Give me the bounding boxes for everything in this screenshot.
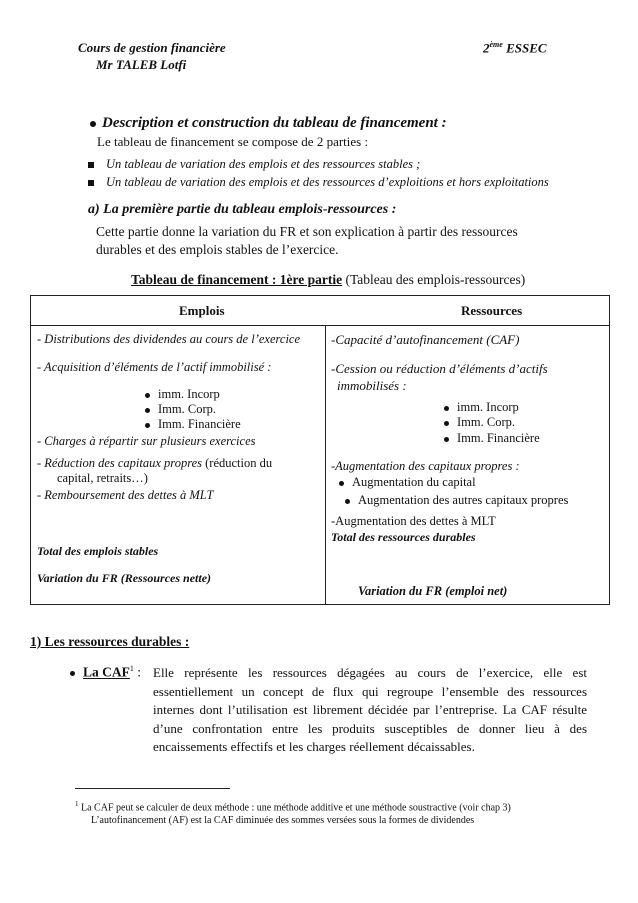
caf-label: [70, 664, 141, 681]
bullet-icon: [444, 421, 449, 426]
course-title: Cours de gestion financière: [78, 40, 226, 55]
caf-definition-line: d’une confrontation entre les produits susceptibles de donner lieu à des: [153, 720, 587, 736]
caf-definition-line: encaissements effectifs et les charges réellement décaissables.: [153, 739, 475, 754]
level-school: ESSEC: [502, 40, 547, 56]
ressources-immobilisation-item: [444, 415, 515, 430]
footnote-text: La CAF peut se calculer de deux méthode : une méthode additive et une méthode soustractive (voir chap 3): [78, 802, 511, 814]
emplois-remboursement: - Remboursement des dettes à MLT: [37, 488, 214, 502]
ressources-augmentation-item: [339, 475, 476, 490]
column-header-ressources: Ressources: [461, 303, 523, 318]
caf-definition-line: Elle représente les ressources dégagées au cours de l’exercice, elle est: [153, 665, 587, 680]
ressources-cession-line2: immobilisés :: [337, 378, 407, 393]
emplois-reduction-note-line2: capital, retraits…): [57, 471, 148, 485]
bullet-icon: [145, 423, 150, 428]
column-header-emplois: Emplois: [179, 303, 225, 318]
caf-definition-line: essentiellement un concept de flux qui regroupe l’ensemble des ressources: [153, 683, 587, 699]
table-header-divider: [31, 325, 609, 326]
part-item: [88, 157, 420, 172]
bullet-icon: [70, 671, 75, 676]
bullet-icon: [339, 481, 344, 486]
emplois-item-label: Imm. Financière: [158, 417, 241, 431]
emplois-reduction-note: (réduction du: [202, 456, 273, 470]
emplois-item-label: imm. Incorp: [158, 387, 220, 401]
ressources-total: Total des ressources durables: [331, 530, 476, 544]
bullet-icon: [345, 499, 350, 504]
ressources-augmentation-item: [345, 493, 568, 508]
part-item: [88, 175, 549, 190]
emplois-immobilisation-item: [145, 402, 216, 417]
emplois-immobilisation-item: [145, 417, 241, 432]
subsection-paragraph-line: Cette partie donne la variation du FR et son explication à partir des ressources: [96, 224, 518, 239]
ressources-item-label: Imm. Financière: [457, 431, 540, 445]
section-intro: Le tableau de financement se compose de 2 parties :: [97, 134, 369, 149]
bullet-icon: [444, 406, 449, 411]
bullet-icon: [444, 437, 449, 442]
emplois-variation: Variation du FR (Ressources nette): [37, 571, 212, 585]
ressources-augmentation-cp: -Augmentation des capitaux propres :: [331, 459, 520, 473]
caf-footnote-ref: 1: [129, 664, 134, 673]
ressources-aug-label: Augmentation du capital: [352, 475, 476, 489]
table-caption-title: Tableau de financement : 1ère partie: [131, 272, 343, 287]
emplois-total: Total des emplois stables: [37, 544, 159, 558]
footnote-line: L’autofinancement (AF) est la CAF diminuée des sommes versées sous la formes de dividendes: [91, 815, 475, 826]
bullet-icon: [90, 121, 96, 127]
section1-heading: 1) Les ressources durables :: [30, 634, 190, 649]
section-heading: [90, 115, 447, 132]
table-column-divider: [325, 325, 326, 604]
caf-term: La CAF: [83, 664, 130, 680]
bullet-icon: [145, 393, 150, 398]
part-item-text: Un tableau de variation des emplois et des ressources d’exploitions et hors exploitations: [106, 175, 549, 189]
ressources-caf: -Capacité d’autofinancement (CAF): [331, 332, 520, 347]
ressources-immobilisation-item: [444, 431, 540, 446]
emplois-item-label: Imm. Corp.: [158, 402, 216, 416]
subsection-paragraph-line: durables et des emplois stables de l’exercice.: [96, 242, 339, 257]
ressources-variation: Variation du FR (emploi net): [358, 584, 508, 598]
square-bullet-icon: [88, 162, 94, 168]
level-number: 2: [483, 40, 490, 56]
emplois-immobilisation-item: [145, 387, 220, 402]
financing-table: [30, 295, 610, 605]
subsection-heading: a) La première partie du tableau emplois-ressources :: [88, 202, 397, 217]
square-bullet-icon: [88, 180, 94, 186]
ressources-immobilisation-item: [444, 400, 519, 415]
table-caption: [131, 272, 525, 288]
ressources-augmentation-dettes: -Augmentation des dettes à MLT: [331, 514, 496, 528]
emplois-reduction: [37, 456, 272, 471]
emplois-acquisition: - Acquisition d’éléments de l’actif immobilisé :: [37, 360, 272, 374]
part-item-text: Un tableau de variation des emplois et des ressources stables ;: [106, 157, 421, 171]
level-superscript: ème: [489, 40, 503, 49]
footnote-separator: [75, 788, 230, 789]
ressources-aug-label: Augmentation des autres capitaux propres: [358, 493, 569, 507]
footnote-mark: 1: [75, 800, 79, 808]
teacher-name: Mr TALEB Lotfi: [96, 57, 187, 72]
caf-colon: :: [133, 664, 142, 680]
table-caption-subtitle: (Tableau des emplois-ressources): [342, 272, 526, 287]
footnote-line: [75, 800, 511, 813]
bullet-icon: [145, 408, 150, 413]
caf-definition-line: internes dont l’utilisation est librement décidée par l’entreprise. La CAF résulte: [153, 702, 587, 717]
ressources-item-label: Imm. Corp.: [457, 415, 515, 429]
level-label: [483, 40, 547, 56]
emplois-dividendes: - Distributions des dividendes au cours de l’exercice: [37, 332, 301, 346]
emplois-charges: - Charges à répartir sur plusieurs exercices: [37, 434, 256, 448]
ressources-cession: -Cession ou réduction d’éléments d’actifs: [331, 361, 548, 376]
caf-definition: [153, 664, 587, 757]
emplois-reduction-label: - Réduction des capitaux propres: [37, 456, 203, 470]
section-heading-text: Description et construction du tableau de financement :: [102, 115, 447, 131]
ressources-item-label: imm. Incorp: [457, 400, 519, 414]
